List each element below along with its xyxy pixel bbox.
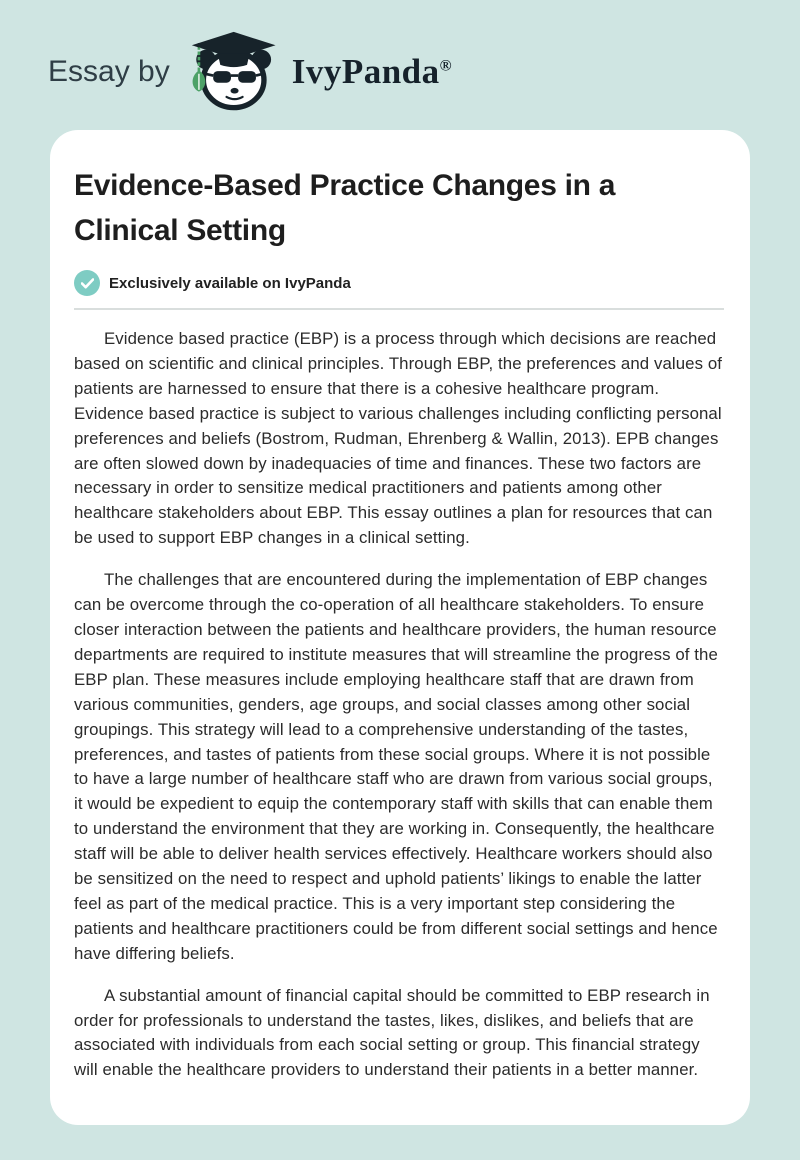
exclusive-badge <box>74 270 724 296</box>
essay-paragraph-1: Evidence based practice (EBP) is a process through which decisions are reached based on scientific and clinical principles. Through EBP, the preferences and values of patients are harnessed to ensure that there is a cohesive healthcare program. Evidence based practice is subject to various challenges including conflicting personal preferences and beliefs (Bostrom, Rudman, Ehrenberg & Wallin, 2013). EPB changes are often slowed down by inadequacies of time and finances. These two factors are necessary in order to sensitize medical practitioners and patients among other healthcare stakeholders about EBP. This essay outlines a plan for resources that can be used to support EBP changes in a clinical setting. <box>74 329 723 548</box>
page-header <box>0 0 800 116</box>
exclusive-badge-label: Exclusively available on IvyPanda <box>109 274 351 292</box>
essay-body <box>74 327 724 1083</box>
checkmark-icon <box>74 270 100 296</box>
brand-wordmark <box>292 52 452 92</box>
essay-by-label: Essay by <box>48 55 170 88</box>
brand-name: IvyPanda <box>291 52 440 91</box>
ivypanda-panda-logo-icon <box>182 31 280 113</box>
page-title: Evidence-Based Practice Changes in a Clinical Setting <box>74 169 616 247</box>
essay-paragraph-2: The challenges that are encountered during the implementation of EBP changes can be overcome through the co-operation of all healthcare stakeholders. To ensure closer interaction between the patients and healthcare providers, the human resource departments are required to institute measures that will streamline the progress of the EBP plan. These measures include employing healthcare staff that are drawn from various communities, genders, age groups, and social classes among other social groupings. This strategy will lead to a comprehensive understanding of the tastes, preferences, and tastes of patients from these social groups. Where it is not possible to have a large number of healthcare staff who are drawn from various social groups, it would be expedient to equip the contemporary staff with skills that can enable them to understand the environment that they are working in. Consequently, the healthcare staff will be able to deliver health services effectively. Healthcare workers should also be sensitized on the need to respect and uphold patients’ likings to enable the latter feel as part of the medical practice. This is a very important step considering the patients and healthcare practitioners could be from different social settings and hence have differing beliefs. <box>74 570 718 963</box>
essay-card <box>50 130 750 1125</box>
essay-paragraph-3: A substantial amount of financial capital should be committed to EBP research in order for professionals to understand the tastes, likes, dislikes, and beliefs that are associated with individuals from each social setting or group. This financial strategy will enable the healthcare providers to understand their patients in a better manner. <box>74 985 710 1080</box>
divider <box>74 308 724 310</box>
registered-mark: ® <box>439 57 453 75</box>
